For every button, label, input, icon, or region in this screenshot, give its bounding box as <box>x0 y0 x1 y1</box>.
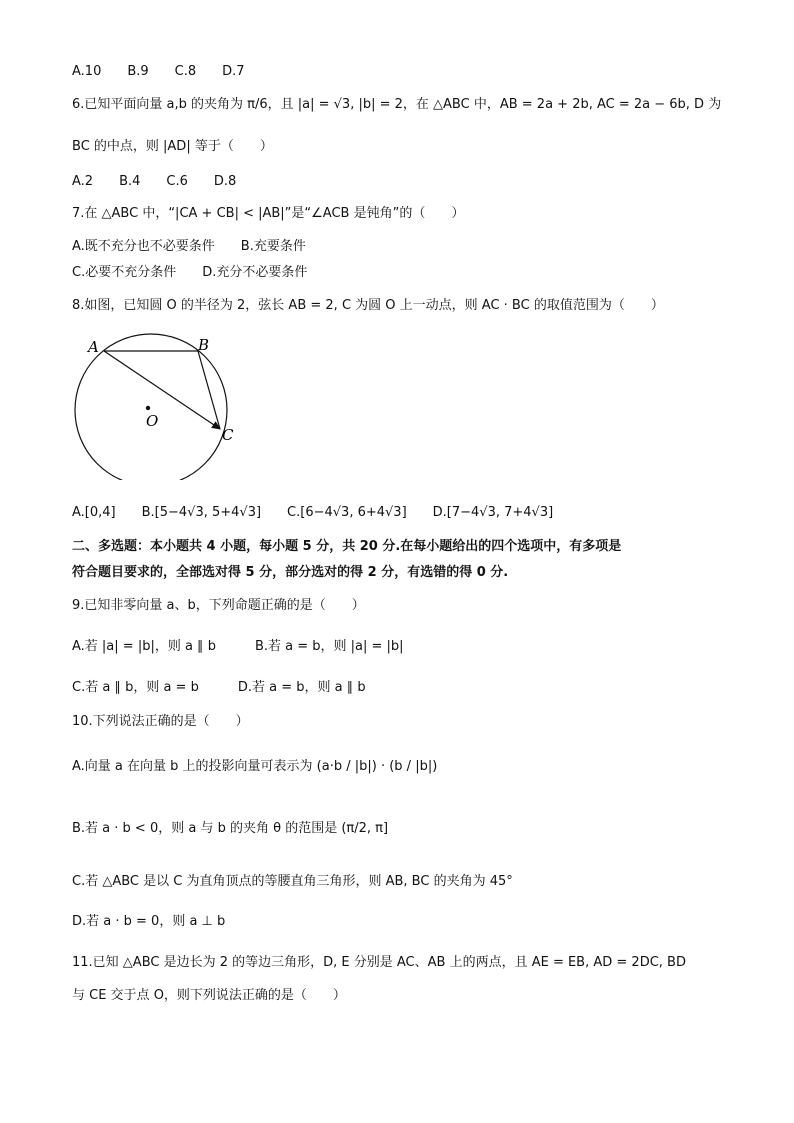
q10-stem: 10.下列说法正确的是（ ） <box>72 714 249 729</box>
center-point <box>146 406 150 410</box>
q9-options-ab: A.若 |a| = |b|，则 a ∥ b B.若 a = b，则 |a| = |b| <box>72 639 404 654</box>
section-2-heading-cont: 符合题目要求的，全部选对得 5 分，部分选对的得 2 分，有选错的得 0 分. <box>72 565 509 580</box>
circle-figure <box>64 330 254 480</box>
q6-stem: 6.已知平面向量 a,b 的夹角为 π/6，且 |a| = √3, |b| = 2，在 △ABC 中，AB = 2a + 2b, AC = 2a − 6b, D 为 <box>72 97 722 112</box>
q7-options-cd: C.必要不充分条件 D.充分不必要条件 <box>72 265 308 280</box>
q7-options-ab: A.既不充分也不必要条件 B.充要条件 <box>72 239 306 254</box>
q7-stem: 7.在 △ABC 中，“|CA + CB| < |AB|”是“∠ACB 是钝角”的（ ） <box>72 206 465 221</box>
vector-ac <box>104 351 220 429</box>
label-b: B <box>198 336 210 354</box>
q6-options: A.2 B.4 C.6 D.8 <box>72 174 237 189</box>
q5-options: A.10 B.9 C.8 D.7 <box>72 64 245 79</box>
q10-option-d: D.若 a · b = 0，则 a ⊥ b <box>72 914 226 929</box>
q10-option-c: C.若 △ABC 是以 C 为直角顶点的等腰直角三角形，则 AB, BC 的夹角为 45° <box>72 874 513 889</box>
segment-bc <box>198 351 220 429</box>
label-c: C <box>222 426 234 444</box>
q10-option-a: A.向量 a 在向量 b 上的投影向量可表示为 (a·b / |b|) · (b / |b|) <box>72 759 438 774</box>
q8-stem: 8.如图，已知圆 O 的半径为 2，弦长 AB = 2, C 为圆 O 上一动点，则 AC · BC 的取值范围为（ ） <box>72 298 664 313</box>
label-o: O <box>146 412 159 430</box>
q11-stem-cont: 与 CE 交于点 O，则下列说法正确的是（ ） <box>72 988 346 1003</box>
label-a: A <box>88 338 99 356</box>
q6-stem-cont: BC 的中点，则 |AD| 等于（ ） <box>72 139 273 154</box>
q8-options: A.[0,4] B.[5−4√3, 5+4√3] C.[6−4√3, 6+4√3] D.[7−4√3, 7+4√3] <box>72 505 554 520</box>
section-2-heading: 二、多选题：本小题共 4 小题，每小题 5 分，共 20 分.在每小题给出的四个选项中，有多项是 <box>72 539 622 554</box>
q9-options-cd: C.若 a ∥ b，则 a = b D.若 a = b，则 a ∥ b <box>72 680 366 695</box>
q11-stem: 11.已知 △ABC 是边长为 2 的等边三角形，D, E 分别是 AC、AB 上的两点，且 AE = EB, AD = 2DC, BD <box>72 955 686 970</box>
q10-option-b: B.若 a · b < 0，则 a 与 b 的夹角 θ 的范围是 (π/2, π] <box>72 821 389 836</box>
q9-stem: 9.已知非零向量 a、b，下列命题正确的是（ ） <box>72 598 365 613</box>
